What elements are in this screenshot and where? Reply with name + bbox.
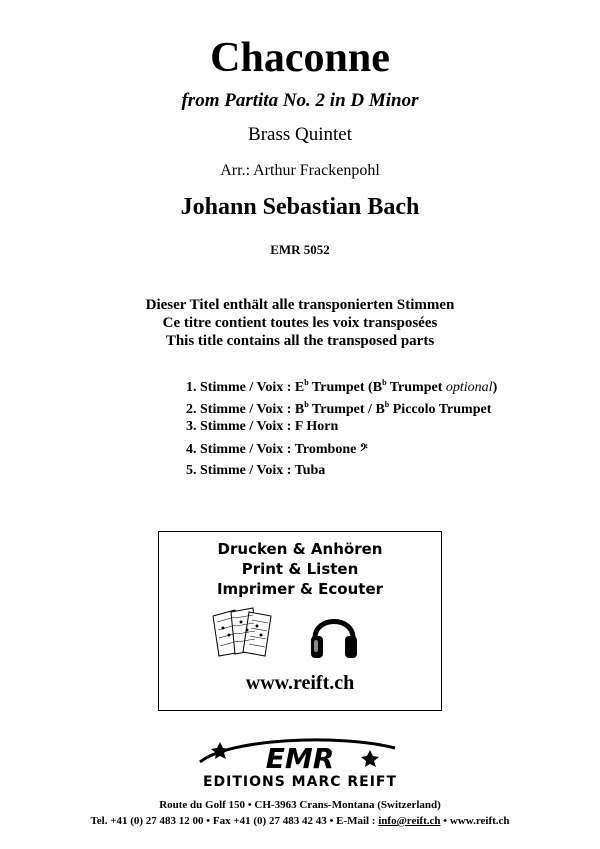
subtitle: from Partita No. 2 in D Minor <box>181 90 419 111</box>
svg-text:EMR: EMR <box>265 742 335 775</box>
flat-sign: b <box>304 400 309 409</box>
part-4 <box>186 438 497 460</box>
transposed-note-de: Dieser Titel enthält alle transponierten Stimmen <box>145 297 455 313</box>
arranger: Arr.: Arthur Frackenpohl <box>220 162 380 179</box>
part-2-mid: Trumpet / B <box>308 402 385 417</box>
promo-box <box>158 531 442 711</box>
transposed-note <box>0 296 600 350</box>
publisher-name: EDITIONS MARC REIFT <box>202 774 398 790</box>
bass-clef-icon: 𝄢 <box>359 442 368 456</box>
transposed-note-en: This title contains all the transposed parts <box>165 333 435 349</box>
part-1-optional: optional <box>445 380 493 395</box>
part-3 <box>186 416 497 438</box>
headphones-icon <box>309 606 359 662</box>
emr-logo <box>190 734 410 776</box>
contact-phone-fax: Tel. +41 (0) 27 483 12 00 • Fax +41 (0) 27 483 42 43 • E-Mail : <box>90 815 379 827</box>
part-1-tail: Trumpet <box>386 380 446 395</box>
part-1-mid: Trumpet (B <box>308 380 383 395</box>
part-1-prefix: 1. Stimme / Voix : E <box>186 380 305 395</box>
promo-line-de: Drucken & Anhören <box>217 540 383 558</box>
publisher-contact <box>0 815 600 827</box>
promo-line-en: Print & Listen <box>241 560 359 578</box>
promo-line-fr: Imprimer & Ecouter <box>216 580 384 598</box>
title: Chaconne <box>210 35 390 81</box>
catalog-number: EMR 5052 <box>270 242 330 257</box>
transposed-note-fr: Ce titre contient toutes les voix transposées <box>162 315 438 331</box>
sheet-music-icon <box>211 606 279 658</box>
ensemble: Brass Quintet <box>248 124 352 145</box>
part-3-text: 3. Stimme / Voix : F Horn <box>186 419 339 434</box>
flat-sign: b <box>304 378 309 387</box>
email-link[interactable]: info@reift.ch <box>378 815 441 827</box>
part-2 <box>186 394 497 416</box>
part-1 <box>186 372 497 394</box>
part-1-close: ) <box>492 380 498 395</box>
part-2-prefix: 2. Stimme / Voix : B <box>186 402 305 417</box>
contact-website: • www.reift.ch <box>440 815 510 827</box>
part-4-text: 4. Stimme / Voix : Trombone <box>186 442 360 457</box>
website-link[interactable]: www.reift.ch <box>245 672 355 694</box>
parts-list <box>186 372 497 482</box>
flat-sign: b <box>384 400 390 409</box>
part-2-tail: Piccolo Trumpet <box>389 402 492 417</box>
part-5 <box>186 460 497 482</box>
composer: Johann Sebastian Bach <box>180 194 420 220</box>
part-5-text: 5. Stimme / Voix : Tuba <box>186 463 326 478</box>
publisher-address: Route du Golf 150 • CH-3963 Crans-Montana (Switzerland) <box>159 799 441 811</box>
flat-sign: b <box>382 378 387 387</box>
